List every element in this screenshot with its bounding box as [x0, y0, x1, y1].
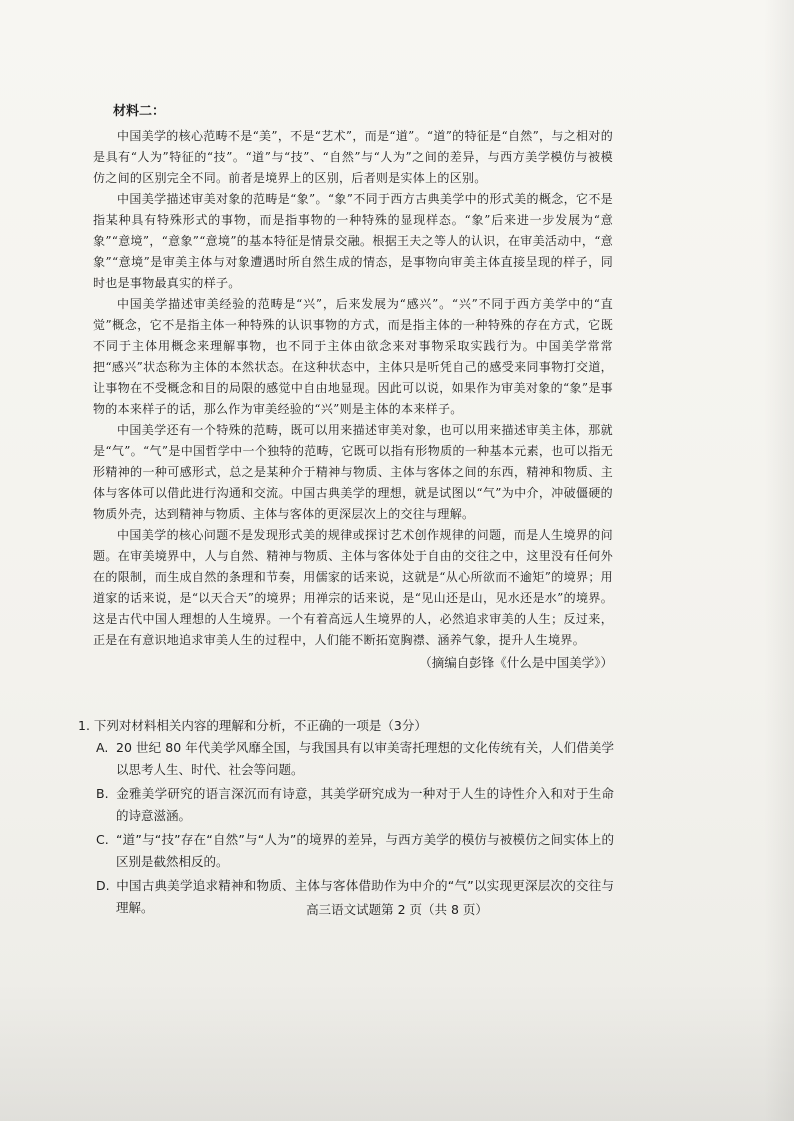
option-a [96, 737, 614, 781]
material-paragraph: 中国美学描述审美对象的范畴是“象”。“象”不同于西方古典美学中的形式美的概念，它不是指某种具有特殊形式的事物，而是指事物的一种特殊的显现样态。“象”后来进一步发展为“意象”“意境”，“意象”“意境”的基本特征是情景交融。根据王夫之等人的认识，在审美活动中，“意象”“意境”是审美主体与对象遭遇时所自然生成的情态，是事物向审美主体直接呈现的样子，同时也是事物最真实的样子。 [93, 192, 613, 290]
scan-shadow-bottom [0, 981, 794, 1121]
material-paragraph: 中国美学的核心问题不是发现形式美的规律或探讨艺术创作规律的问题，而是人生境界的问题。在审美境界中，人与自然、精神与物质、主体与客体处于自由的交往之中，这里没有任何外在的限制，而生成自然的条理和节奏，用儒家的话来说，这就是“从心所欲而不逾矩”的境界；用道家的话来说，是“以天合天”的境界；用禅宗的话来说，是“见山还是山，见水还是水”的境界。这是古代中国人理想的人生境界。一个有着高远人生境界的人，必然追求审美的人生；反过来，正是在有意识地追求审美人生的过程中，人们能不断拓宽胸襟、涵养气象，提升人生境界。 [93, 528, 613, 647]
option-text: 中国古典美学追求精神和物质、主体与客体借助作为中介的“气”以实现更深层次的交往与理解。 [116, 878, 614, 915]
option-c [96, 829, 614, 873]
scan-shadow-right [764, 0, 794, 1121]
question-1 [78, 715, 614, 921]
material-source: （摘编自彭锋《什么是中国美学》） [419, 655, 613, 670]
option-text: “道”与“技”存在“自然”与“人为”的境界的差异，与西方美学的模仿与被模仿之间实体上的区别是截然相反的。 [116, 832, 614, 869]
option-text: 金雅美学研究的语言深沉而有诗意，其美学研究成为一种对于人生的诗性介入和对于生命的诗意滋涵。 [116, 786, 614, 823]
material-paragraph: 中国美学描述审美经验的范畴是“兴”，后来发展为“感兴”。“兴”不同于西方美学中的“直觉”概念，它不是指主体一种特殊的认识事物的方式，而是指主体的一种特殊的存在方式，它既不同于主体用概念来理解事物，也不同于主体由欲念来对事物采取实践行为。中国美学常常把“感兴”状态称为主体的本然状态。在这种状态中，主体只是听凭自己的感受来同事物打交道，让事物在不受概念和目的局限的感觉中自由地显现。因此可以说，如果作为审美对象的“象”是事物的本来样子的话，那么作为审美经验的“兴”则是主体的本来样子。 [93, 297, 613, 416]
material-paragraph: 中国美学的核心范畴不是“美”，不是“艺术”，而是“道”。“道”的特征是“自然”，与之相对的是具有“人为”特征的“技”。“道”与“技”、“自然”与“人为”之间的差异，与西方美学模仿与被模仿之间的区别完全不同。前者是境界上的区别，后者则是实体上的区别。 [93, 129, 613, 185]
option-letter: A. [96, 740, 109, 755]
option-b [96, 783, 614, 827]
option-text: 20 世纪 80 年代美学风靡全国，与我国具有以审美寄托理想的文化传统有关，人们借美学以思考人生、时代、社会等问题。 [116, 740, 614, 777]
material-paragraph: 中国美学还有一个特殊的范畴，既可以用来描述审美对象，也可以用来描述审美主体，那就是“气”。“气”是中国哲学中一个独特的范畴，它既可以指有形物质的一种基本元素，也可以指无形精神的一种可感形式，总之是某种介于精神与物质、主体与客体之间的东西，精神和物质、主体与客体可以借此进行沟通和交流。中国古典美学的理想，就是试图以“气”为中介，冲破僵硬的物质外壳，达到精神与物质、主体与客体的更深层次上的交往与理解。 [93, 423, 613, 521]
question-stem: 1. 下列对材料相关内容的理解和分析，不正确的一项是（3分） [78, 718, 427, 733]
option-letter: B. [96, 786, 109, 801]
reading-material [93, 102, 613, 673]
page-footer: 高三语文试题第 2 页（共 8 页） [306, 902, 488, 917]
option-letter: D. [96, 878, 110, 893]
option-letter: C. [96, 832, 109, 847]
material-title: 材料二： [113, 104, 166, 119]
